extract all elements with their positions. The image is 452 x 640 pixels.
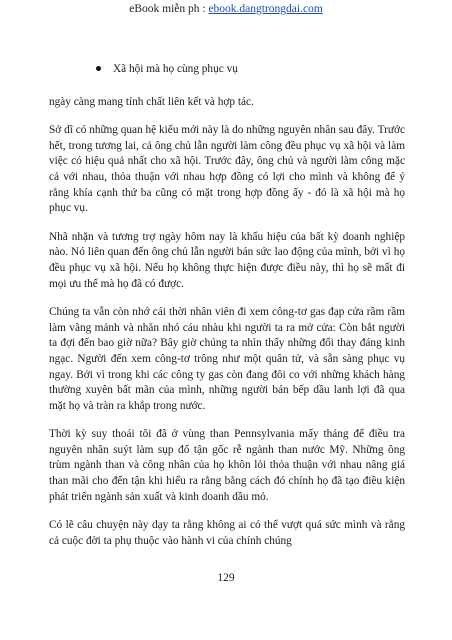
bullet-text: Xã hội mà họ cùng phục vụ — [113, 63, 238, 75]
paragraph-6: Có lẽ câu chuyện này dạy ta rằng không ai có thể vượt quá sức mình và rằng cả cuộc đời ta phụ thuộc vào hành vi của chính chúng — [49, 519, 405, 547]
bullet-item — [96, 62, 405, 78]
bullet-icon — [96, 66, 101, 71]
paragraph-3: Nhã nhặn và tương trợ ngày hôm nay là khẩu hiệu của bất kỳ doanh nghiệp nào. Nó liên quan đến ông chủ lẫn người bán sức lao động của mình, bởi vì họ đều phục vụ xã hội. Nếu họ không thực hiện được điều này, thì họ sẽ mất đi mọi ưu thế mà họ đã có được. — [49, 230, 405, 290]
header-prefix: eBook miễn ph : — [129, 3, 209, 15]
page-body — [49, 62, 405, 562]
paragraph-4: Chúng ta vẫn còn nhớ cái thời nhân viên đi xem công-tơ gas đạp cửa rầm rầm làm vãng mảnh và nhăn nhó cáu nhàu khi người ta ra mở cửa: Còn bắt người ta đợi đến bao giờ nữa? Bây giờ chúng ta nhìn thấy những đổi thay đáng kinh ngạc. Người đến xem công-tơ trông như một quân tử, và sẵn sàng phục vụ ngay. Bởi vì trong khi các công ty gas còn đang đôi co với những khách hàng thường xuyên bất mãn của mình, những người bán bếp dầu lanh lợi đã qua mặt họ và tràn ra khắp trong nước. — [49, 306, 405, 412]
paragraph-2: Sở dĩ có những quan hệ kiểu mới này là do những nguyên nhân sau đây. Trước hết, trong tương lai, cả ông chủ lẫn người làm công đều phục vụ xã hội và làm việc có hiệu quả nhất cho xã hội. Trước đây, ông chủ và người làm công mặc cả với nhau, thỏa thuận với nhau hợp đồng có lợi cho mình và không để ý rằng khía cạnh thứ ba cũng có mặt trong hợp đồng ấy - đó là xã hội mà họ phục vụ. — [49, 124, 405, 215]
page-header — [0, 3, 452, 15]
source-link[interactable]: ebook.dangtrongdai.com — [208, 3, 323, 15]
page-number: 129 — [217, 572, 235, 584]
paragraph-5: Thời kỳ suy thoái tôi đã ở vùng than Pennsylvania mấy tháng để điều tra nguyên nhân suýt làm sụp đổ tận gốc rễ ngành than nước Mỹ. Những ông trùm ngành than và công nhân của họ khôn lỏi thỏa thuận với nhau nâng giá than mãi cho đến tận khi hiểu ra rằng bằng cách đó chính họ đã tạo điều kiện phát triển ngành sản xuất và kinh doanh dầu mỏ. — [49, 428, 405, 503]
paragraph-1: ngày càng mang tính chất liên kết và hợp tác. — [49, 95, 254, 108]
